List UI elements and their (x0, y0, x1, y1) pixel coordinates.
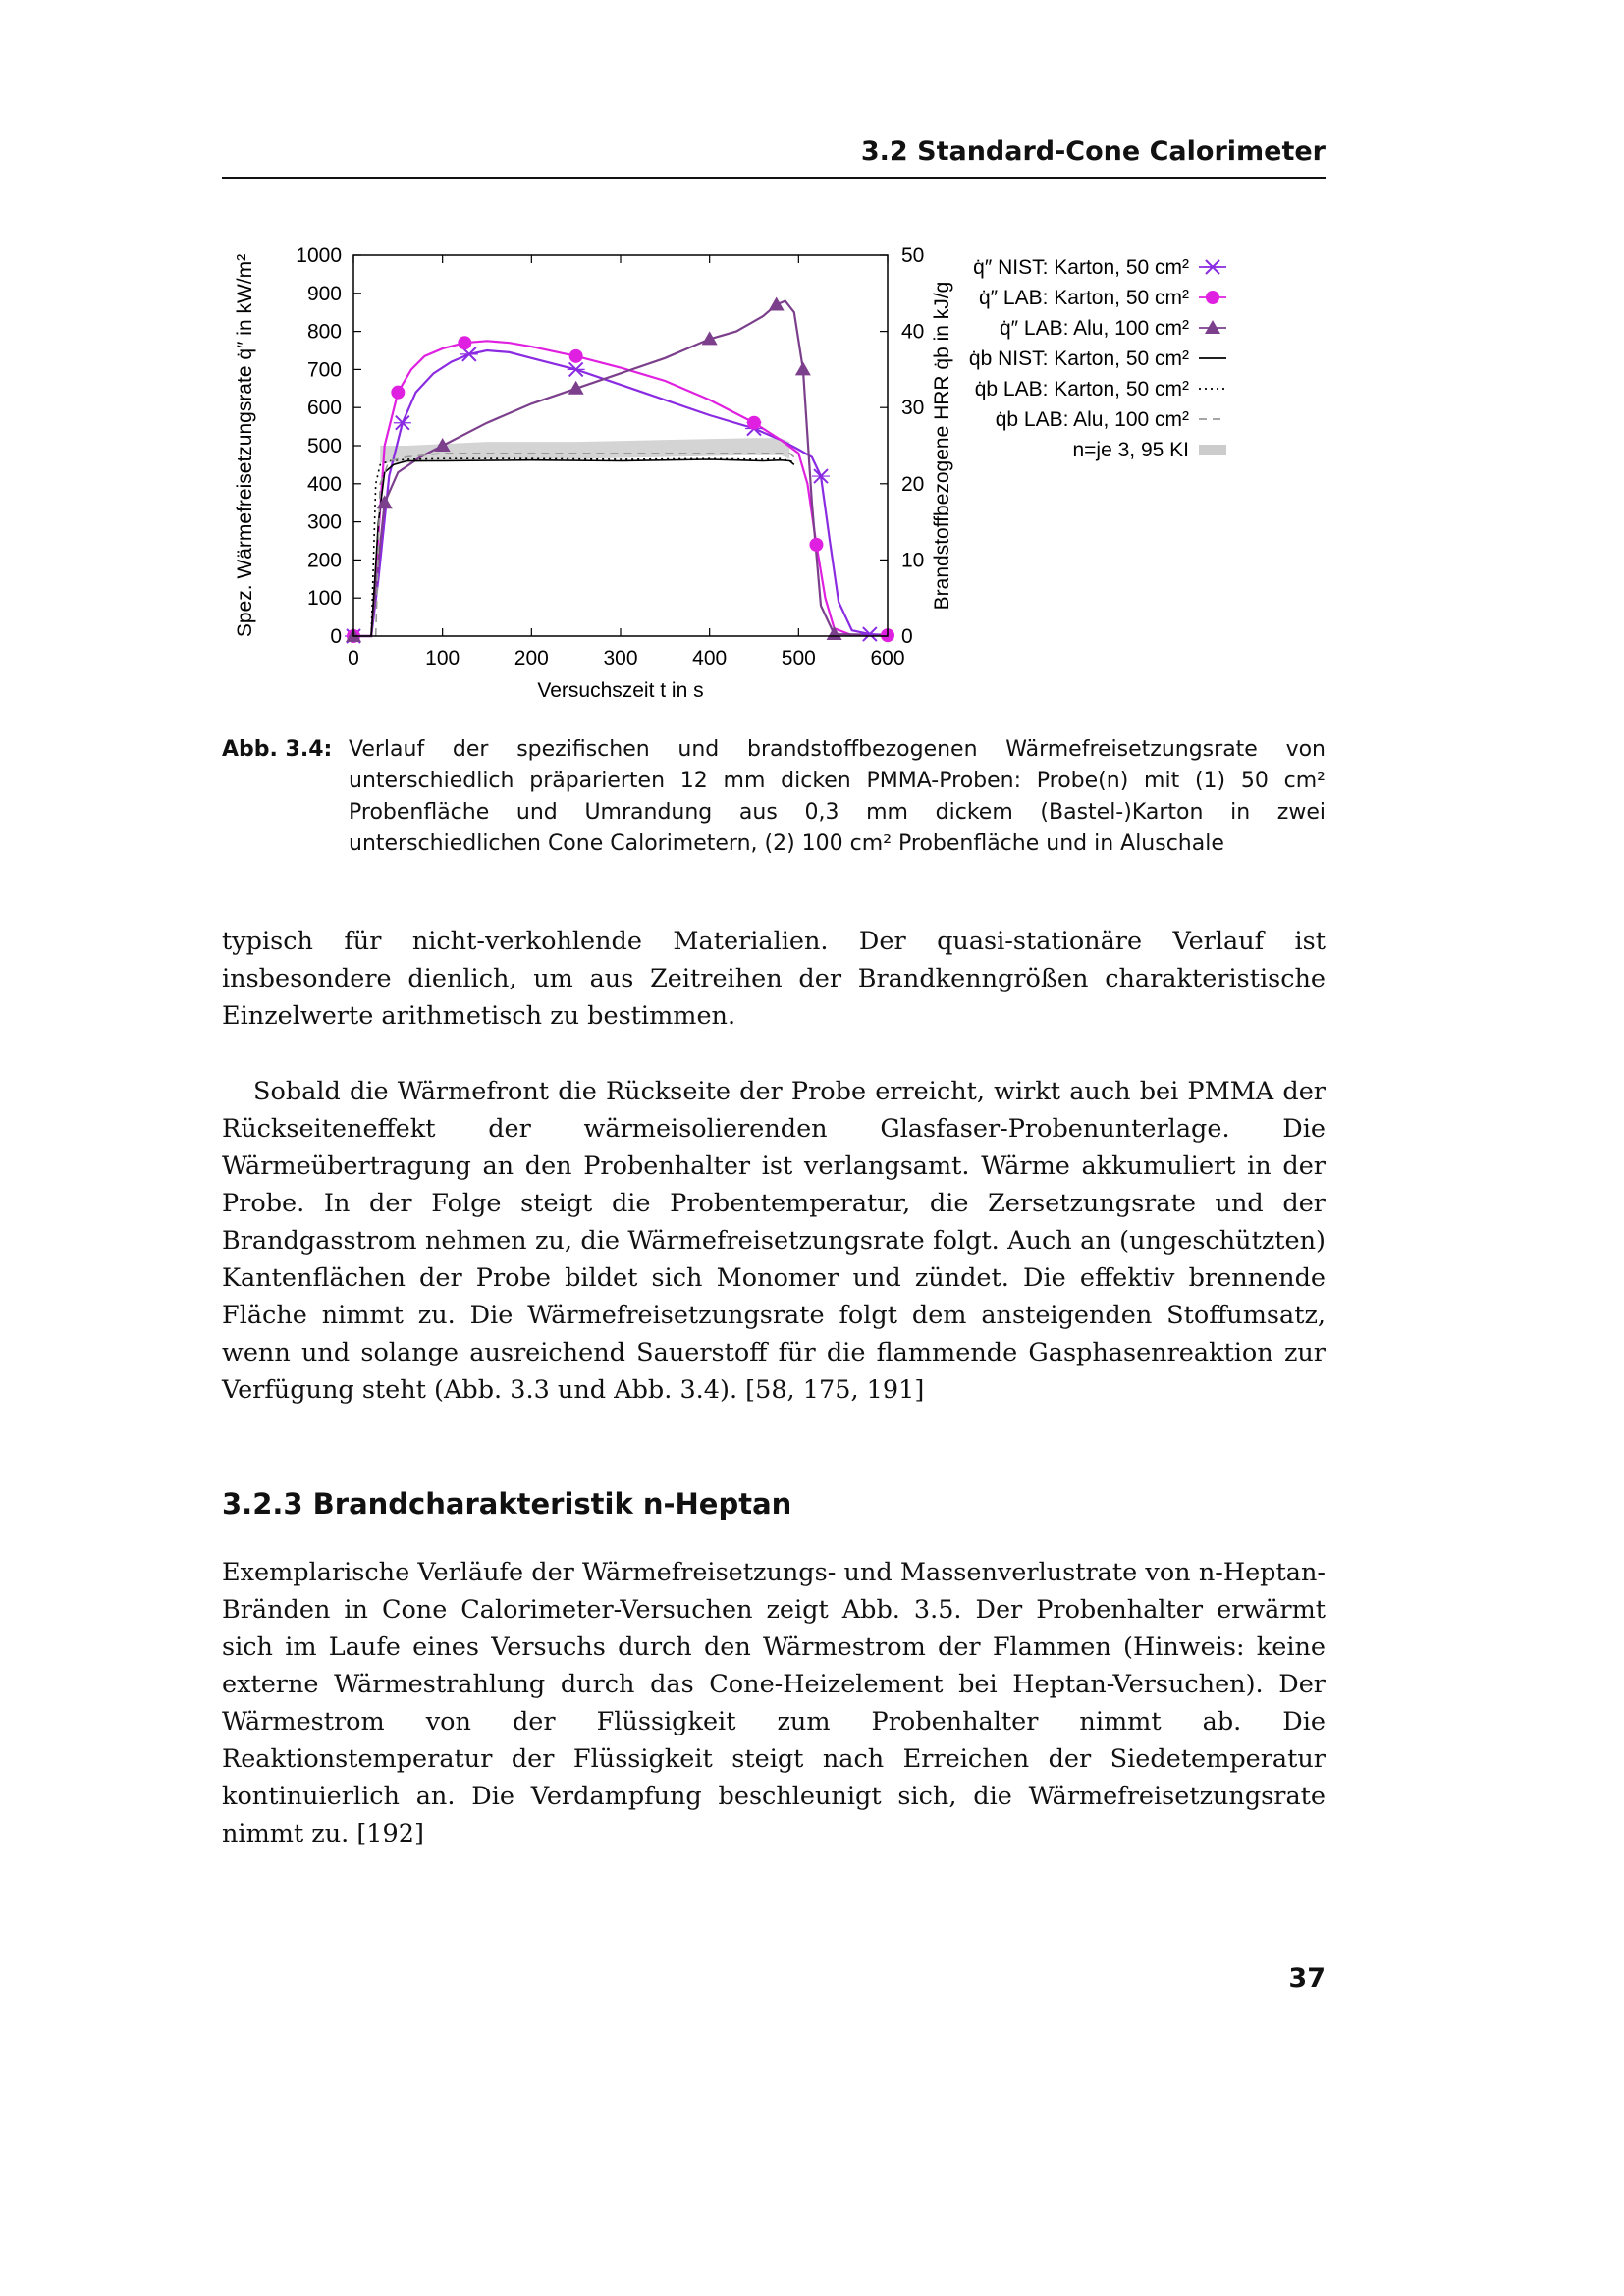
y-right-tick-label: 20 (901, 472, 925, 496)
legend (969, 256, 1226, 461)
x-tick-label: 400 (692, 647, 728, 669)
figure-3-4 (222, 222, 1326, 713)
section-title: 3.2.3 Brandcharakteristik n-Heptan (222, 1487, 792, 1521)
legend-entry-label: q̇b LAB: Karton, 50 cm² (974, 378, 1189, 400)
x-tick-label: 200 (514, 647, 549, 669)
x-tick-label: 600 (870, 647, 905, 669)
y-left-tick-label: 0 (330, 625, 342, 648)
running-title: 3.2 Standard-Cone Calorimeter (860, 136, 1326, 167)
hrr-chart (222, 222, 1326, 713)
series-line-3 (371, 459, 794, 636)
data-point-circle (391, 386, 405, 400)
data-point-triangle (769, 296, 785, 310)
x-axis-label: Versuchszeit t in s (537, 679, 704, 702)
data-point-circle (569, 349, 583, 363)
series-line-4 (371, 458, 794, 636)
legend-entry-label: q̇b NIST: Karton, 50 cm² (968, 347, 1189, 370)
y-right-tick-label: 40 (901, 320, 925, 344)
y-right-tick-label: 0 (901, 625, 913, 648)
y-left-tick-label: 800 (306, 320, 342, 344)
y-left-tick-label: 200 (306, 549, 342, 572)
paragraph-2: Sobald die Wärmefront die Rückseite der Probe erreicht, wirkt auch bei PMMA der Rückseiteneffekt der wärmeisolierenden Glasfaser-Probenunterlage. Die Wärmeübertragung an den Probenhalter ist verlangsamt. Wärme akkumuliert in der Probe. In der Folge steigt die Probentemperatur, die Zersetzungsrate und der Brandgasstrom nehmen zu, die Wärmefreisetzungsrate folgt. Auch an (ungeschützten) Kantenflächen der Probe bildet sich Monomer und zündet. Die effektiv brennende Fläche nimmt zu. Die Wärmefreisetzungsrate folgt dem ansteigenden Stoffumsatz, wenn und solange ausreichend Sauerstoff für die flammende Gasphasenreaktion zur Verfügung steht (Abb. 3.3 und Abb. 3.4). [58, 175, 191] (222, 1077, 1326, 1405)
y-left-tick-label: 500 (306, 435, 342, 457)
x-tick-label: 100 (425, 647, 460, 669)
x-tick-label: 0 (348, 647, 359, 669)
legend-entry-label: q̇″ LAB: Alu, 100 cm² (999, 317, 1189, 340)
y-right-tick-label: 30 (901, 397, 925, 420)
paragraph-3: Exemplarische Verläufe der Wärmefreisetzungs- und Massenverlustrate von n-Heptan-Bränden in Cone Calorimeter-Versuchen zeigt Abb. 3.5. Der Probenhalter erwärmt sich im Laufe eines Versuchs durch den Wärmestrom der Flammen (Hinweis: keine externe Wärmestrahlung durch das Cone-Heizelement bei Heptan-Versuchen). Der Wärmestrom von der Flüssigkeit zum Probenhalter nimmt ab. Die Reaktionstemperatur der Flüssigkeit steigt nach Erreichen der Siedetemperatur kontinuierlich an. Die Verdampfung beschleunigt sich, die Wärmefreisetzungsrate nimmt zu. [192] (222, 1558, 1326, 1848)
y-axis-left-label: Spez. Wärmefreisetzungsrate q̇″ in kW/m² (234, 253, 256, 638)
caption-text: Verlauf der spezifischen und brandstoffbezogenen Wärmefreisetzungsrate von unterschiedlich präparierten 12 mm dicken PMMA-Proben: Probe(n) mit (1) 50 cm² Probenfläche und Umrandung aus 0,3 mm dickem (Bastel-)Karton in zwei unterschiedlichen Cone Calorimetern, (2) 100 cm² Probenfläche und in Aluschale (349, 737, 1326, 856)
y-right-tick-label: 50 (901, 244, 925, 267)
data-point-x (568, 362, 585, 376)
data-point-triangle (1205, 320, 1220, 334)
page-number: 37 (1288, 1963, 1326, 1994)
data-point-circle (809, 538, 823, 552)
data-point-triangle (827, 626, 842, 640)
data-point-circle (1206, 291, 1219, 304)
paragraph-1: typisch für nicht-verkohlende Materialien. Der quasi-stationäre Verlauf ist insbesondere dienlich, um aus Zeitreihen der Brandkenngrößen charakteristische Einzelwerte arithmetisch zu bestimmen. (222, 927, 1326, 1031)
legend-entry-label: q̇b LAB: Alu, 100 cm² (995, 408, 1189, 431)
y-right-tick-label: 10 (901, 549, 925, 572)
y-left-tick-label: 100 (306, 587, 342, 611)
y-left-tick-label: 400 (306, 472, 342, 496)
legend-entry-label: q̇″ NIST: Karton, 50 cm² (973, 256, 1189, 279)
y-left-tick-label: 600 (306, 397, 342, 420)
series-line-5 (376, 454, 794, 636)
data-point-x (861, 627, 879, 641)
caption-label: Abb. 3.4: (222, 737, 333, 762)
data-point-circle (747, 416, 761, 430)
series-line-0 (353, 350, 888, 636)
x-tick-label: 500 (781, 647, 816, 669)
running-head (222, 135, 1326, 179)
y-axis-right-label: Brandstoffbezogene HRR q̇b in kJ/g (931, 281, 953, 611)
data-point-circle (458, 336, 471, 349)
legend-entry-label: q̇″ LAB: Karton, 50 cm² (978, 287, 1189, 309)
y-left-tick-label: 300 (306, 510, 342, 534)
data-point-x (1204, 260, 1221, 274)
y-left-tick-label: 900 (306, 282, 342, 305)
legend-swatch-band (1199, 445, 1226, 455)
y-left-tick-label: 700 (306, 358, 342, 382)
legend-entry-label: n=je 3, 95 KI (1072, 439, 1189, 461)
x-tick-label: 300 (603, 647, 638, 669)
y-left-tick-label: 1000 (296, 244, 342, 267)
data-point-x (394, 416, 411, 430)
data-point-triangle (795, 361, 811, 375)
